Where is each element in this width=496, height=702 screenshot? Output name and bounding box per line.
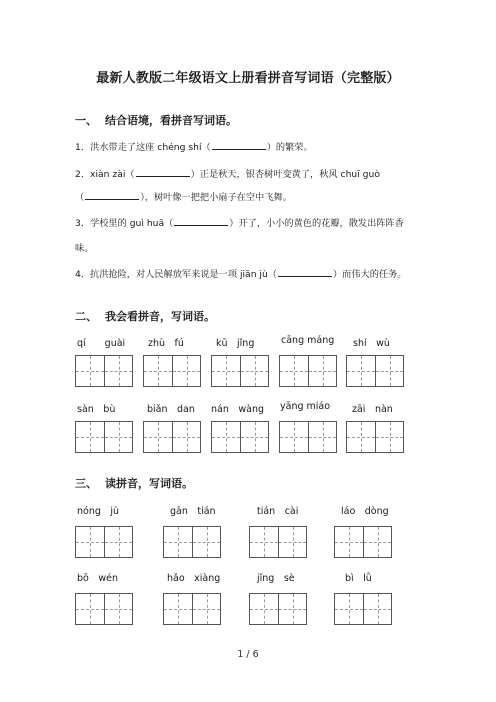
answer-blank[interactable] <box>85 190 139 200</box>
writing-grid[interactable] <box>75 593 133 625</box>
pinyin-label: zāi nàn <box>352 404 393 415</box>
writing-grid[interactable] <box>346 355 404 387</box>
writing-grid[interactable] <box>211 421 269 453</box>
writing-grid[interactable] <box>163 526 221 558</box>
writing-grid[interactable] <box>163 593 221 625</box>
writing-grid[interactable] <box>249 593 307 625</box>
section-3-heading <box>75 475 193 491</box>
pinyin-label: cāng máng <box>281 335 335 346</box>
question-2-continued <box>75 189 292 203</box>
writing-grid[interactable] <box>75 421 133 453</box>
pinyin-label: nán wàng <box>211 404 265 415</box>
pinyin-label: kū jǐng <box>216 338 255 349</box>
section-1-heading <box>75 112 237 128</box>
question-3-continued <box>75 240 93 254</box>
question-text: 味。 <box>75 243 94 254</box>
pinyin-label: yāng miáo <box>280 401 331 412</box>
pinyin-label: sàn bù <box>77 404 116 415</box>
pinyin-label: hǎo xiàng <box>167 573 221 584</box>
pinyin-label: láo dòng <box>341 506 389 517</box>
writing-grid[interactable] <box>75 526 133 558</box>
writing-grid[interactable] <box>143 421 201 453</box>
question-text: 3．学校里的 guì huā（ <box>75 218 174 229</box>
pinyin-label: nóng jù <box>77 506 120 517</box>
section-3-title: 读拼音，写词语。 <box>105 477 193 490</box>
pinyin-label: bō wén <box>77 573 118 584</box>
question-text: 4．抗洪抢险，对人民解放军来说是一项 jiān jù（ <box>75 269 277 280</box>
question-text: （ <box>75 192 85 203</box>
pinyin-label: shí wù <box>353 338 390 349</box>
question-text: 1．洪水带走了这座 chéng shí（ <box>75 142 211 153</box>
writing-grid[interactable] <box>346 421 404 453</box>
writing-grid[interactable] <box>249 526 307 558</box>
question-2 <box>75 166 380 180</box>
question-text: ）的繁荣。 <box>266 142 313 153</box>
section-1-number: 一、 <box>75 114 97 127</box>
writing-grid[interactable] <box>279 421 337 453</box>
writing-grid[interactable] <box>279 355 337 387</box>
section-1-title: 结合语境，看拼音写词语。 <box>105 114 237 127</box>
question-text: ），树叶像一把把小扇子在空中飞舞。 <box>140 192 292 203</box>
question-4 <box>75 266 407 280</box>
pinyin-label: qí guài <box>77 338 126 349</box>
section-2-heading <box>75 308 215 324</box>
question-text: ）正是秋天，银杏树叶变黄了，秋风 chuī guò <box>190 169 380 180</box>
pinyin-label: tián cài <box>257 506 299 517</box>
question-text: ）开了，小小的黄色的花瓣，散发出阵阵香 <box>229 218 404 229</box>
writing-grid[interactable] <box>334 593 392 625</box>
pinyin-label: gān tián <box>170 506 216 517</box>
page-number: 1 / 6 <box>237 649 259 660</box>
pinyin-label: biǎn dan <box>147 404 195 415</box>
writing-grid[interactable] <box>143 355 201 387</box>
answer-blank[interactable] <box>136 167 190 177</box>
writing-grid[interactable] <box>211 355 269 387</box>
pinyin-label: jǐng sè <box>257 573 295 584</box>
question-text: ）而伟大的任务。 <box>333 269 407 280</box>
answer-blank[interactable] <box>278 267 332 277</box>
answer-blank[interactable] <box>212 140 266 150</box>
pinyin-label: bì lǜ <box>345 573 372 584</box>
section-2-title: 我会看拼音，写词语。 <box>105 310 215 323</box>
question-3 <box>75 215 404 229</box>
writing-grid[interactable] <box>334 526 392 558</box>
page-title: 最新人教版二年级语文上册看拼音写词语（完整版） <box>96 71 400 86</box>
section-3-number: 三、 <box>75 477 97 490</box>
question-text: 2．xiàn zài（ <box>75 169 135 180</box>
writing-grid[interactable] <box>75 355 133 387</box>
pinyin-label: zhù fú <box>148 338 184 349</box>
section-2-number: 二、 <box>75 310 97 323</box>
answer-blank[interactable] <box>174 216 228 226</box>
question-1 <box>75 139 313 153</box>
